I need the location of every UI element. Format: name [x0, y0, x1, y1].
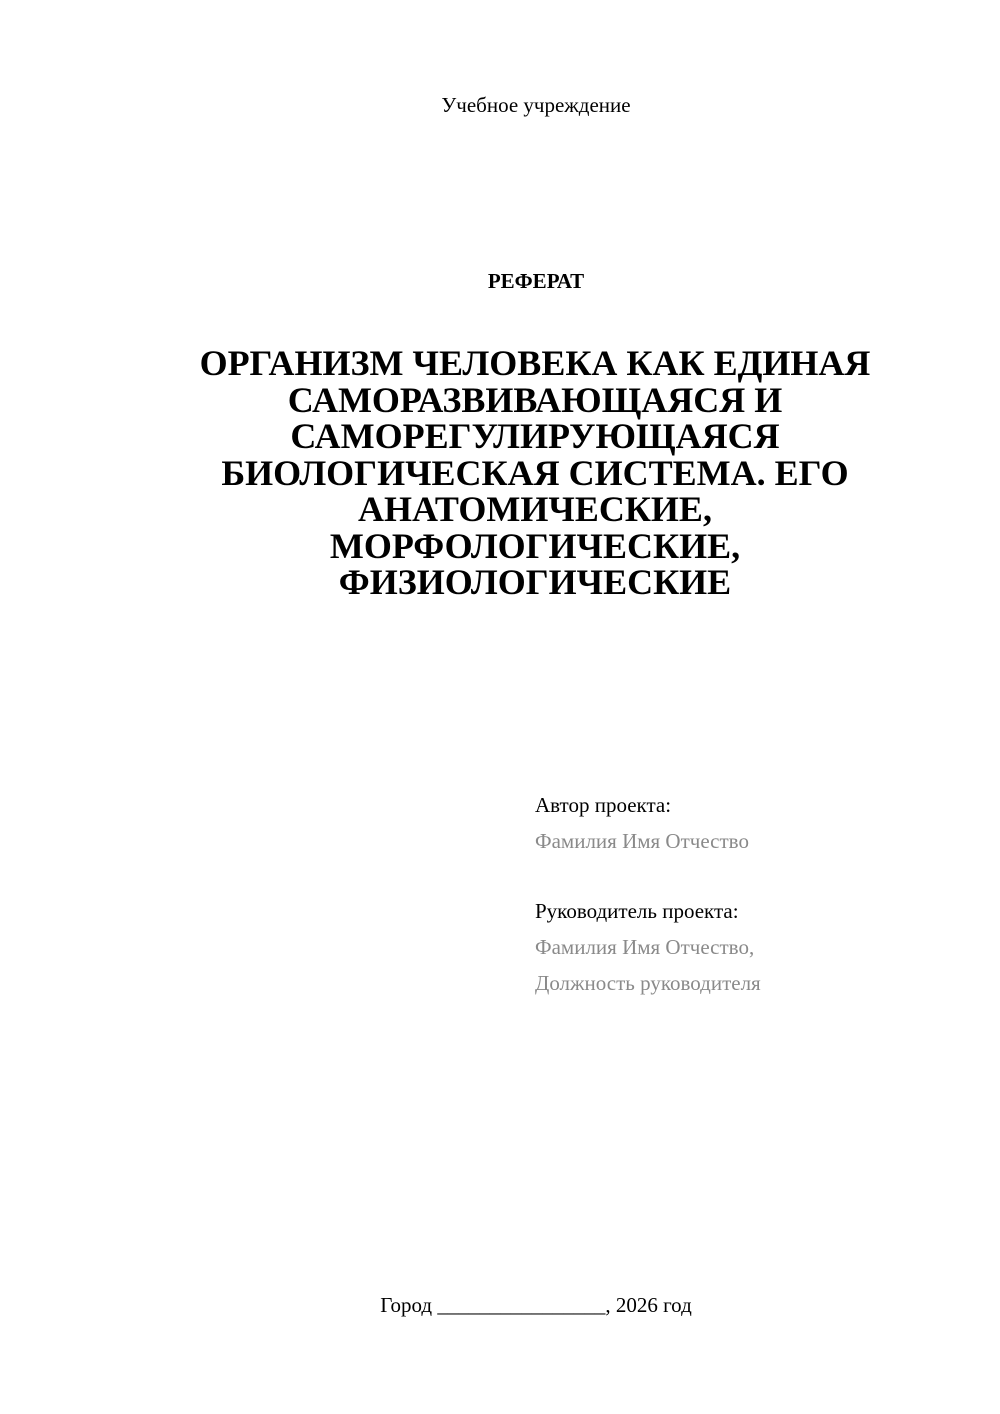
authors-spacer: [535, 859, 955, 893]
author-label: Автор проекта:: [535, 793, 672, 817]
document-title: ОРГАНИЗМ ЧЕЛОВЕКА КАК ЕДИНАЯ САМОРАЗВИВАЮЩАЯСЯ И САМОРЕГУЛИРУЮЩАЯСЯ БИОЛОГИЧЕСКАЯ СИСТЕМА. ЕГО АНАТОМИЧЕСКИЕ, МОРФОЛОГИЧЕСКИЕ, ФИЗИОЛОГИЧЕСКИЕ: [199, 343, 871, 602]
authors-block: [535, 787, 955, 1001]
supervisor-position: Должность руководителя: [535, 971, 761, 995]
institution-name: Учебное учреждение: [441, 93, 631, 117]
supervisor-name: Фамилия Имя Отчество,: [535, 935, 755, 959]
author-name: Фамилия Имя Отчество: [535, 829, 749, 853]
supervisor-label: Руководитель проекта:: [535, 899, 739, 923]
city-year: Город ________________, 2026 год: [380, 1293, 692, 1317]
document-type: РЕФЕРАТ: [487, 269, 585, 293]
